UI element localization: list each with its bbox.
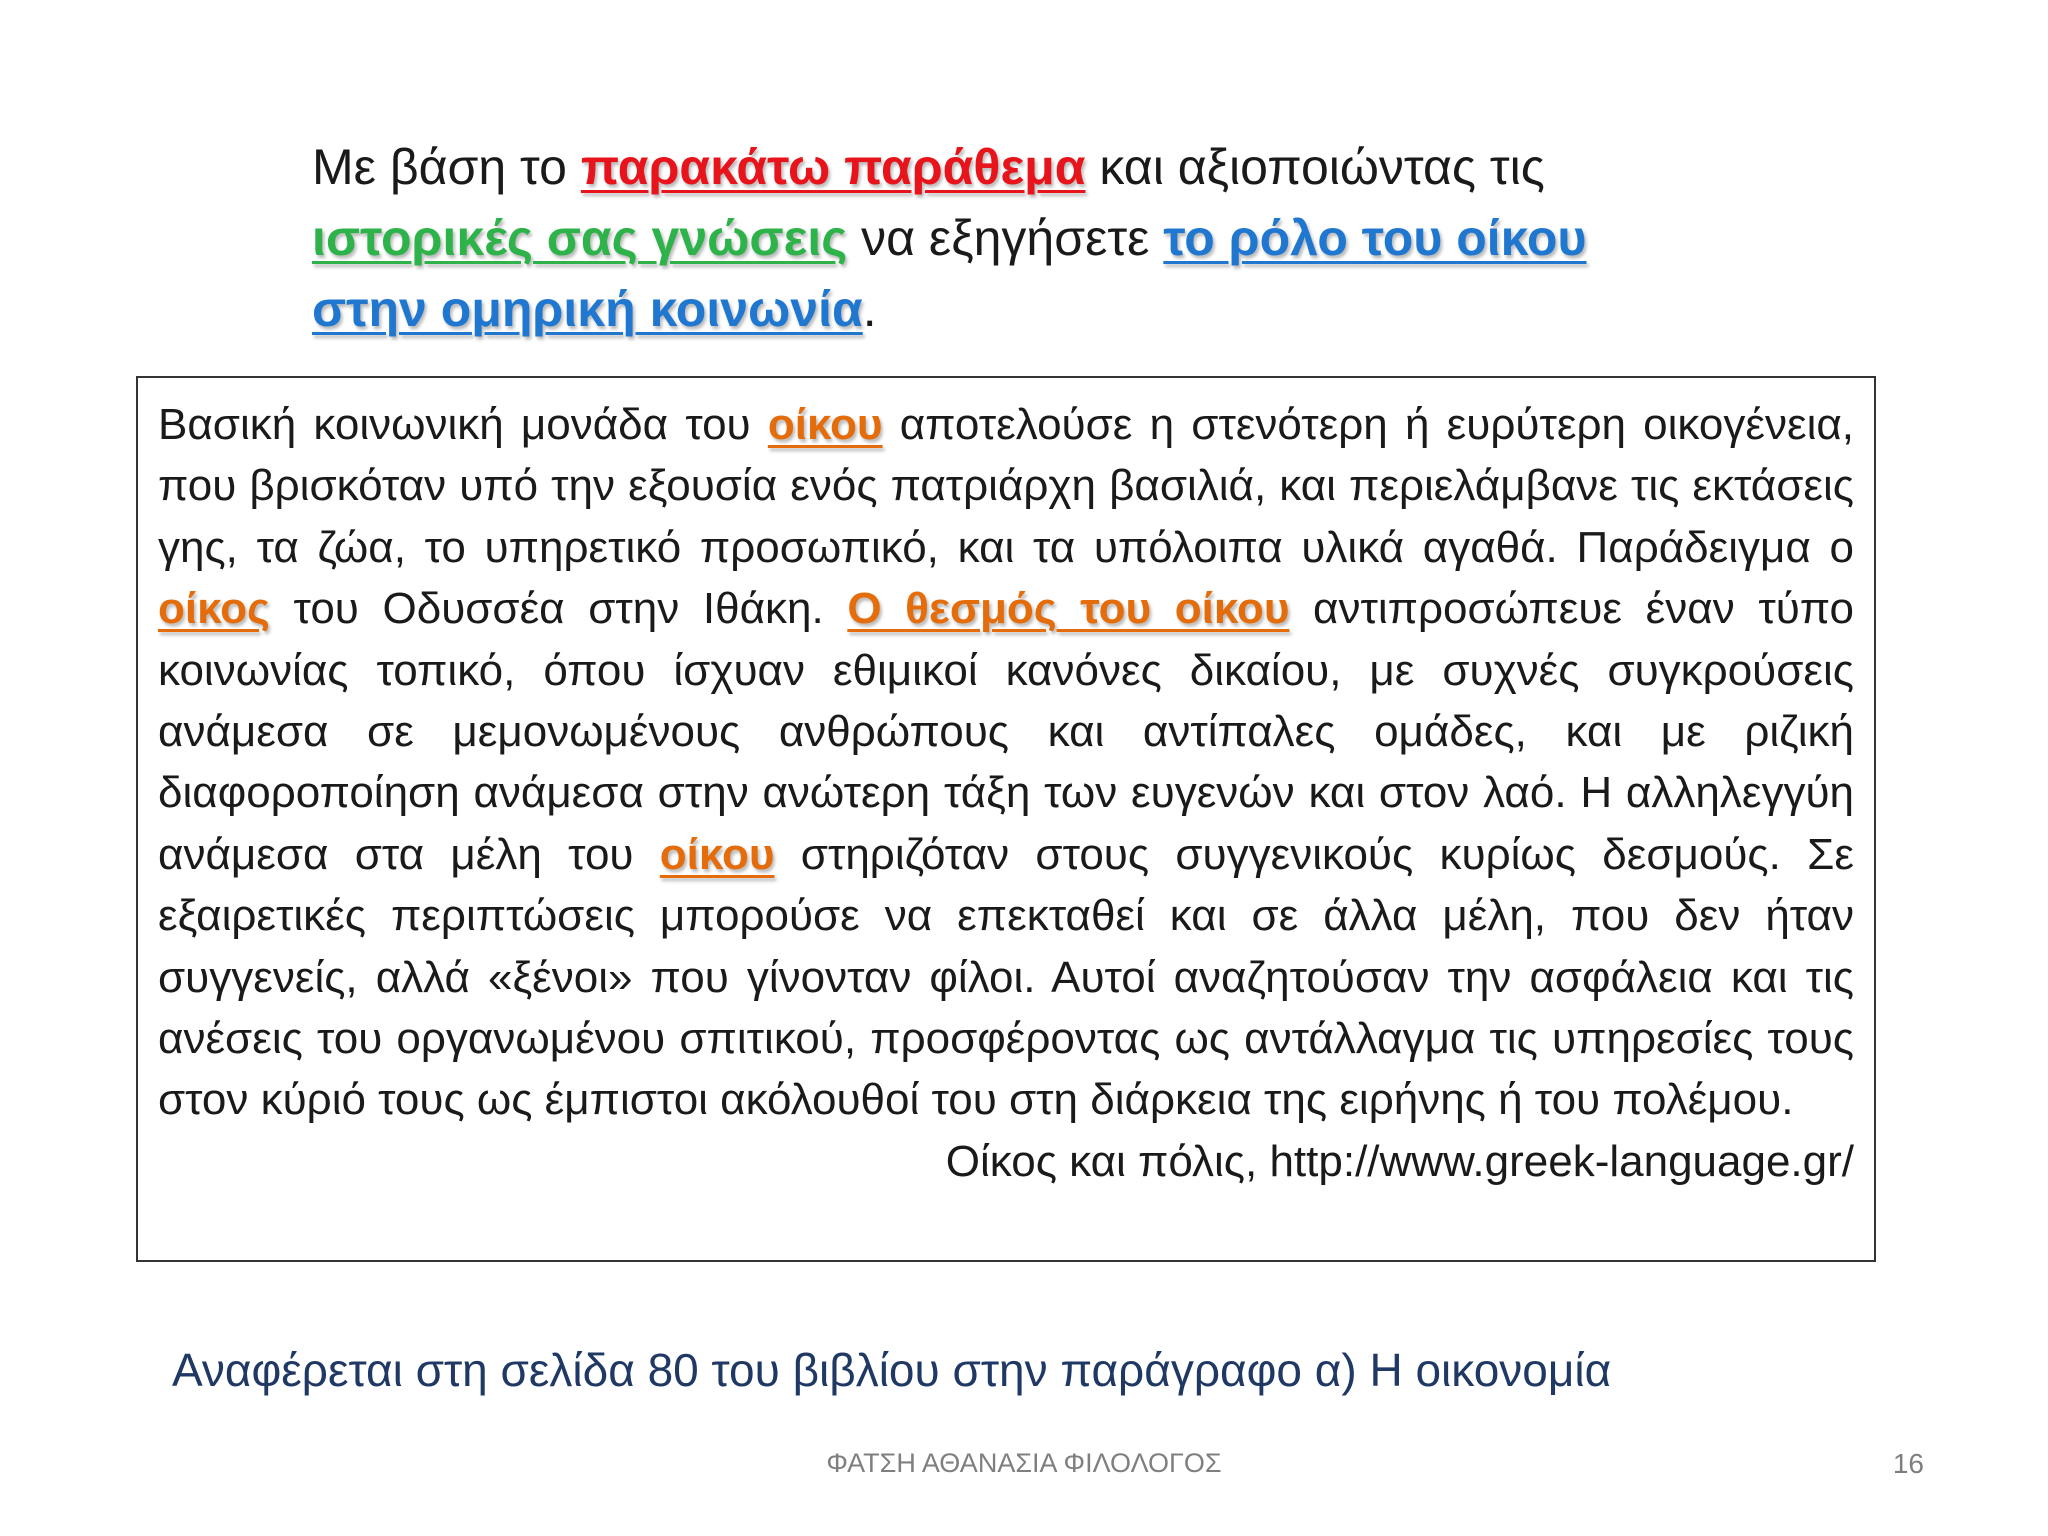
highlight-homeric-society: στην ομηρική κοινωνία [312, 281, 863, 337]
question-text-end: . [862, 281, 877, 337]
passage-segment-5: στηριζόταν στους συγγενικούς κυρίως δεσμούς. Σε εξαιρετικές περιπτώσεις μπορούσε να επεκταθεί και σε άλλα μέλη, που δεν ήταν συγγενείς, αλλά «ξένοι» που γίνονταν φίλοι. Αυτοί αναζητούσαν την ασφάλεια και τις ανέσεις του οργανωμένου σπιτικού, προσφέροντας ως αντάλλαγμα τις υπηρεσίες τους στον κύριό τους ως έμπιστοι ακόλουθοί του στη διάρκεια της ειρήνης ή του πολέμου. [158, 829, 1854, 1125]
source-passage-text [158, 394, 1854, 1131]
textbook-reference-note: Αναφέρεται στη σελίδα 80 του βιβλίου στην παράγραφο α) Η οικονομία [172, 1344, 1612, 1396]
question-text-middle-1: και αξιοποιώντας τις [1085, 139, 1545, 195]
passage-segment-4: αντιπροσώπευε έναν τύπο κοινωνίας τοπικό, όπου ίσχυαν εθιμικοί κανόνες δικαίου, με συχνές συγκρούσεις ανάμεσα σε μεμονωμένους ανθρώπους και αντίπαλες ομάδες, και με ριζική διαφοροποίηση ανάμεσα στην ανώτερη τάξη των ευγενών και στον λαό. Η αλληλεγγύη ανάμεσα στα μέλη του [158, 584, 1854, 879]
passage-highlight-oikou-1: οίκου [767, 400, 883, 449]
passage-segment-3: του Οδυσσέα στην Ιθάκη. [269, 584, 848, 634]
footer-author: ΦΑΤΣΗ ΑΘΑΝΑΣΙΑ ΦΙΛΟΛΟΓΟΣ [826, 1448, 1222, 1478]
source-passage-box [136, 376, 1876, 1262]
highlight-historical-knowledge: ιστορικές σας γνώσεις [312, 210, 848, 266]
passage-segment-2: αποτελούσε η στενότερη ή ευρύτερη οικογένεια, που βρισκόταν υπό την εξουσία ενός πατριάρχη βασιλιά, και περιελάμβανε τις εκτάσεις γης, τα ζώα, το υπηρετικό προσωπικό, και τα υπόλοιπα υλικά αγαθά. Παράδειγμα ο [158, 400, 1855, 572]
highlight-quoted-passage: παρακάτω παράθεμα [580, 139, 1086, 195]
question-prompt [312, 132, 1732, 345]
passage-highlight-oikou-2: οίκου [659, 829, 775, 879]
passage-highlight-oikos: οίκος [158, 584, 270, 634]
passage-segment-1: Βασική κοινωνική μονάδα του [158, 400, 768, 449]
question-text-middle-2: να εξηγήσετε [847, 210, 1164, 266]
source-citation: Οίκος και πόλις, http://www.greek-language.gr/ [945, 1136, 1854, 1186]
question-text-start: Με βάση το [312, 139, 581, 195]
highlight-role-of-oikos: το ρόλο του οίκου [1163, 210, 1587, 266]
page-number: 16 [1892, 1448, 1924, 1479]
passage-highlight-thesmos: Ο θεσμός του οίκου [847, 584, 1290, 634]
